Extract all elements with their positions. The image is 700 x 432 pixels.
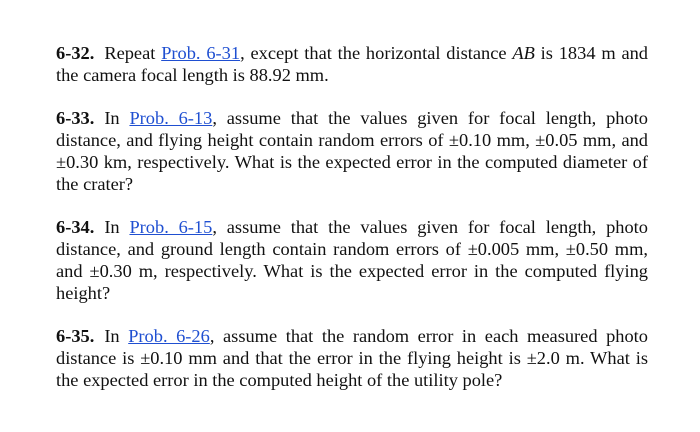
- problem-text: , assume that the random error in each measured photo distance is ±0.10 mm and that the error in the flying height is ±2.0 m. What is the expected error in the computed height of the utility pole?: [56, 326, 648, 390]
- problem-ref-link[interactable]: Prob. 6-26: [128, 326, 210, 346]
- problem-ref-link[interactable]: Prob. 6-13: [129, 108, 213, 128]
- problem-ref-link[interactable]: Prob. 6-15: [129, 217, 213, 237]
- problem-ref-link[interactable]: Prob. 6-31: [161, 43, 241, 63]
- problem-6-34: [56, 216, 648, 304]
- problem-number: 6-32.: [56, 43, 95, 63]
- problem-text: , assume that the values given for focal length, photo distance, and flying height contain random errors of ±0.10 mm, ±0.05 mm, and ±0.30 km, respectively. What is the expected error in the computed diameter of the crater?: [56, 108, 648, 194]
- problem-number: 6-34.: [56, 217, 95, 237]
- problem-italic-term: AB: [512, 43, 535, 63]
- problem-text: , assume that the values given for focal length, photo distance, and ground length contain random errors of ±0.005 mm, ±0.50 mm, and ±0.30 m, respectively. What is the expected error in the computed flying height?: [56, 217, 648, 303]
- problem-6-32: [56, 42, 648, 86]
- problem-6-33: [56, 107, 648, 195]
- problem-lead: In: [104, 108, 130, 128]
- problem-text: , except that the horizontal distance: [240, 43, 513, 63]
- problem-number: 6-33.: [56, 108, 95, 128]
- problem-number: 6-35.: [56, 326, 95, 346]
- problem-lead: In: [104, 217, 130, 237]
- problem-lead: Repeat: [104, 43, 162, 63]
- problem-lead: In: [104, 326, 129, 346]
- problem-text: is 1834 m and the camera focal length is 88.92 mm.: [56, 43, 648, 85]
- problem-6-35: [56, 325, 648, 391]
